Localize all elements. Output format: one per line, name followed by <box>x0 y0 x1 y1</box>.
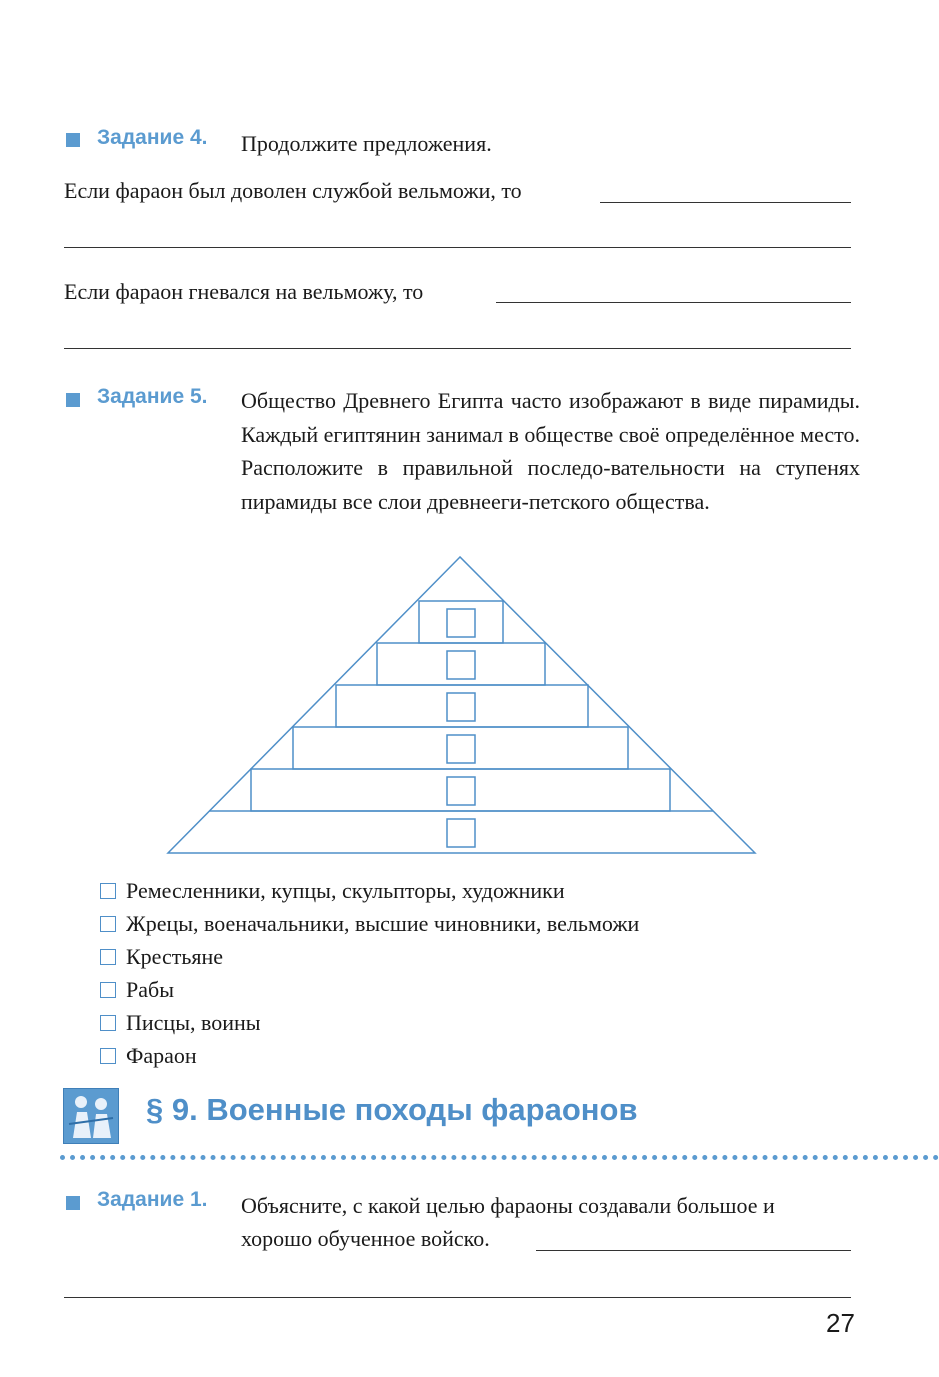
option-label: Писцы, воины <box>126 1009 261 1035</box>
checkbox[interactable] <box>100 883 116 899</box>
checkbox[interactable] <box>100 1048 116 1064</box>
task-1-text-line-2: хорошо обученное войско. <box>241 1226 490 1251</box>
task-5-text: Общество Древнего Египта часто изображают в виде пирамиды. Каждый египтянин занимал в обществе своё определённое место. Расположите в правильной последо-вательности на ступенях пирамиды все слои древнееги-петского общества. <box>241 388 860 514</box>
task-4-prompt: Продолжите предложения. <box>241 131 492 156</box>
checkbox[interactable] <box>100 949 116 965</box>
answer-line[interactable] <box>600 202 851 203</box>
option-label: Фараон <box>126 1042 197 1068</box>
pyramid-answer-box-6 <box>447 819 475 847</box>
option-item[interactable] <box>100 907 639 940</box>
option-item[interactable] <box>100 874 639 907</box>
option-item[interactable] <box>100 973 639 1006</box>
option-label: Крестьяне <box>126 943 224 969</box>
task-1-text-line-1: Объясните, с какой целью фараоны создавали большое и <box>241 1193 775 1218</box>
task-1-label: Задание 1. <box>97 1188 208 1211</box>
option-label: Жрецы, военачальники, высшие чиновники, вельможи <box>126 910 640 936</box>
option-item[interactable] <box>100 940 639 973</box>
section-title: § 9. Военные походы фараонов <box>146 1092 638 1127</box>
option-item[interactable] <box>100 1006 639 1039</box>
answer-line[interactable] <box>496 302 851 303</box>
section-divider <box>60 1155 939 1160</box>
option-label: Ремесленники, купцы, скульпторы, художники <box>126 877 565 903</box>
pyramid-diagram <box>160 555 760 860</box>
answer-line[interactable] <box>64 247 851 248</box>
task-4-sentence-2: Если фараон гневался на вельможу, то <box>64 279 424 304</box>
task-1-marker <box>66 1196 80 1210</box>
pyramid-answer-box-3 <box>447 693 475 721</box>
page-number: 27 <box>826 1308 855 1338</box>
options-list <box>100 874 639 1072</box>
checkbox[interactable] <box>100 982 116 998</box>
option-item[interactable] <box>100 1039 639 1072</box>
task-4-marker <box>66 133 80 147</box>
section-illustration-icon <box>63 1088 119 1144</box>
checkbox[interactable] <box>100 916 116 932</box>
pyramid-answer-box-1 <box>447 609 475 637</box>
answer-line[interactable] <box>536 1250 851 1251</box>
task-4-sentence-1: Если фараон был доволен службой вельможи, то <box>64 178 522 203</box>
checkbox[interactable] <box>100 1015 116 1031</box>
task-5-label: Задание 5. <box>97 385 208 408</box>
task-4-label: Задание 4. <box>97 126 208 149</box>
task-5-marker <box>66 393 80 407</box>
answer-line[interactable] <box>64 1297 851 1298</box>
pyramid-answer-box-2 <box>447 651 475 679</box>
pyramid-answer-box-5 <box>447 777 475 805</box>
pyramid-answer-box-4 <box>447 735 475 763</box>
answer-line[interactable] <box>64 348 851 349</box>
option-label: Рабы <box>126 976 174 1002</box>
